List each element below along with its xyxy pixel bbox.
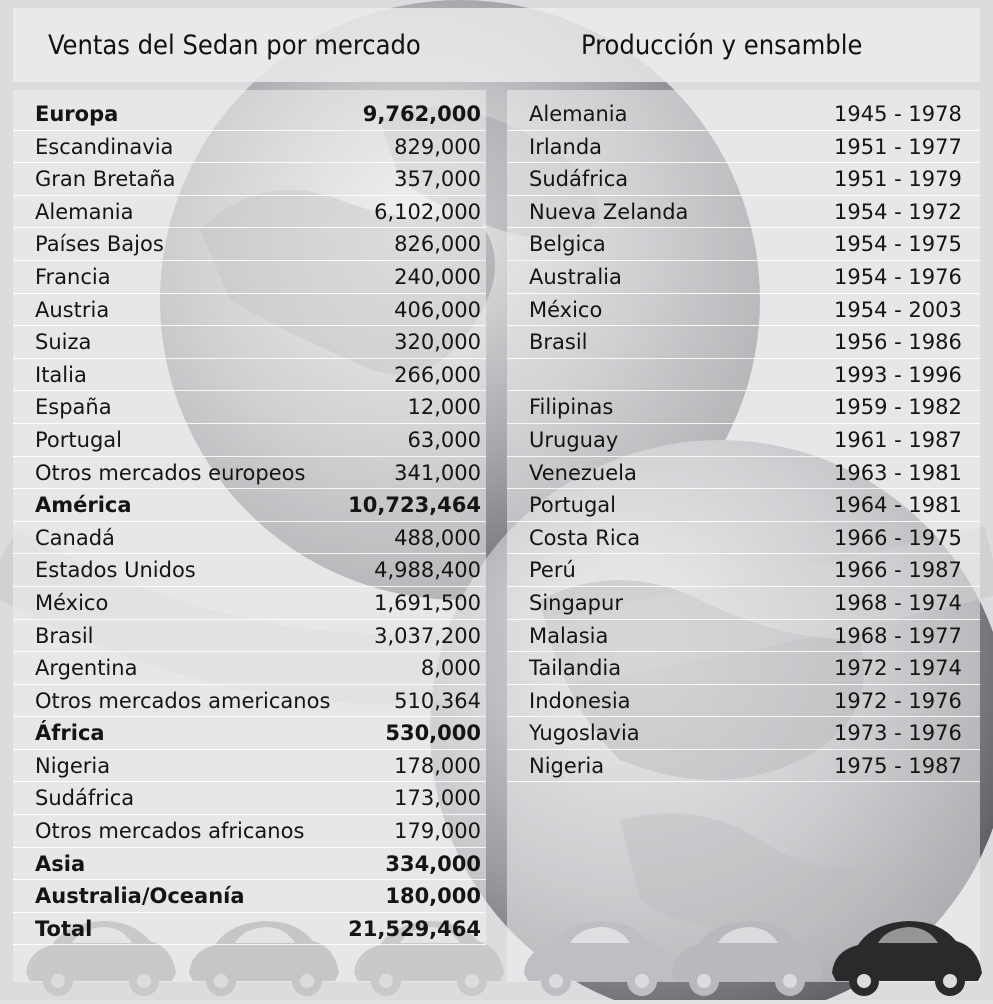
row-label: Costa Rica [529,525,641,550]
table-row [507,98,980,131]
table-row [13,326,486,359]
row-value: 829,000 [394,134,481,159]
row-label: Austria [35,297,110,322]
table-row [507,228,980,261]
row-label: Nueva Zelanda [529,199,689,224]
row-label: Perú [529,558,576,583]
row-value: 1959 - 1982 [834,395,962,420]
row-value: 173,000 [394,786,481,811]
table-row [13,587,486,620]
row-value: 1963 - 1981 [834,460,962,485]
row-label: Países Bajos [35,232,164,257]
row-label: Argentina [35,656,138,681]
row-value: 1954 - 2003 [834,297,962,322]
table-row [507,554,980,587]
row-value: 1968 - 1977 [834,623,962,648]
row-label: Indonesia [529,688,631,713]
row-label: Malasia [529,623,609,648]
row-value: 1966 - 1987 [834,558,962,583]
row-label: Suiza [35,330,92,355]
table-row [13,620,486,653]
table-row [507,750,980,783]
row-value: 1954 - 1975 [834,232,962,257]
row-value: 179,000 [394,819,481,844]
row-value: 1954 - 1976 [834,264,962,289]
table-row [13,815,486,848]
row-value: 1956 - 1986 [834,330,962,355]
table-row [507,163,980,196]
row-value: 3,037,200 [374,623,481,648]
row-value: 1968 - 1974 [834,590,962,615]
row-value: 8,000 [420,656,481,681]
row-label: Sudáfrica [35,786,135,811]
row-label: Otros mercados africanos [35,819,305,844]
row-value: 1954 - 1972 [834,199,962,224]
beetle-car-icon [524,921,674,996]
table-row [507,457,980,490]
table-row [507,131,980,164]
table-row [507,685,980,718]
table-row [507,294,980,327]
table-row [507,196,980,229]
table-row [13,228,486,261]
table-row [13,489,486,522]
table-row [13,848,486,881]
beetle-car-icon [672,921,822,996]
table-row [507,359,980,392]
row-label: Portugal [529,493,616,518]
table-row [13,424,486,457]
row-value: 180,000 [385,884,481,909]
row-value: 4,988,400 [374,558,481,583]
table-row [13,880,486,913]
row-label: Australia [529,264,622,289]
row-label: Irlanda [529,134,603,159]
row-label: África [35,721,105,746]
row-label: América [35,493,132,518]
row-value: 21,529,464 [348,916,481,941]
table-row [507,522,980,555]
table-row [13,554,486,587]
table-row [13,717,486,750]
sales-table [13,98,486,945]
production-table-title: Producción y ensamble [581,30,863,61]
row-value: 1973 - 1976 [834,721,962,746]
row-value: 1993 - 1996 [834,362,962,387]
row-value: 1966 - 1975 [834,525,962,550]
row-value: 826,000 [394,232,481,257]
row-value: 240,000 [394,264,481,289]
table-row [13,782,486,815]
row-label: Yugoslavia [529,721,640,746]
table-row [13,131,486,164]
row-label: Estados Unidos [35,558,196,583]
row-value: 6,102,000 [374,199,481,224]
row-label: Escandinavia [35,134,174,159]
table-row [507,620,980,653]
table-row [507,587,980,620]
row-value: 178,000 [394,753,481,778]
table-row [507,489,980,522]
row-value: 1945 - 1978 [834,102,962,126]
row-value: 9,762,000 [362,102,481,126]
row-label: Europa [35,102,119,126]
row-label: Belgica [529,232,606,257]
beetle-car-icon [832,921,982,996]
row-label: Alemania [529,102,628,126]
table-row [13,652,486,685]
row-value: 320,000 [394,330,481,355]
row-value: 1,691,500 [374,590,481,615]
row-value: 12,000 [407,395,481,420]
row-label: Filipinas [529,395,614,420]
table-row [507,652,980,685]
table-row [507,424,980,457]
table-row [13,261,486,294]
row-label: Brasil [529,330,588,355]
row-label: Italia [35,362,87,387]
row-value: 334,000 [385,851,481,876]
row-value: 1972 - 1976 [834,688,962,713]
row-label: España [35,395,112,420]
row-value: 1972 - 1974 [834,656,962,681]
table-row [13,98,486,131]
row-label: Brasil [35,623,94,648]
row-value: 488,000 [394,525,481,550]
row-label: Portugal [35,427,122,452]
table-row [507,391,980,424]
table-row [13,294,486,327]
table-row [13,163,486,196]
table-row [13,391,486,424]
row-value: 266,000 [394,362,481,387]
row-value: 1951 - 1979 [834,167,962,192]
row-value: 406,000 [394,297,481,322]
row-value: 10,723,464 [348,493,481,518]
row-label: Nigeria [529,753,605,778]
row-value: 510,364 [394,688,481,713]
row-label: Australia/Oceanía [35,884,245,909]
row-value: 530,000 [385,721,481,746]
sales-table-title: Ventas del Sedan por mercado [48,30,421,61]
row-label: Venezuela [529,460,637,485]
row-value: 1961 - 1987 [834,427,962,452]
table-row [507,261,980,294]
row-label: Alemania [35,199,134,224]
table-row [13,685,486,718]
row-label: Nigeria [35,753,111,778]
row-value: 63,000 [407,427,481,452]
row-label: Singapur [529,590,623,615]
production-table [507,98,980,782]
row-value: 341,000 [394,460,481,485]
table-row [13,359,486,392]
table-row [13,913,486,946]
row-label: Total [35,916,93,941]
row-label: Sudáfrica [529,167,629,192]
row-label: México [35,590,109,615]
row-label: Otros mercados europeos [35,460,306,485]
row-label: Tailandia [529,656,622,681]
row-value: 357,000 [394,167,481,192]
row-label: México [529,297,603,322]
table-row [13,522,486,555]
row-label: Francia [35,264,111,289]
table-row [507,326,980,359]
row-label: Canadá [35,525,115,550]
row-label: Otros mercados americanos [35,688,331,713]
table-row [13,196,486,229]
row-label: Asia [35,851,86,876]
row-value: 1951 - 1977 [834,134,962,159]
row-value: 1975 - 1987 [834,753,962,778]
row-label: Gran Bretaña [35,167,176,192]
table-row [13,457,486,490]
row-label: Uruguay [529,427,619,452]
row-value: 1964 - 1981 [834,493,962,518]
table-row [507,717,980,750]
table-row [13,750,486,783]
